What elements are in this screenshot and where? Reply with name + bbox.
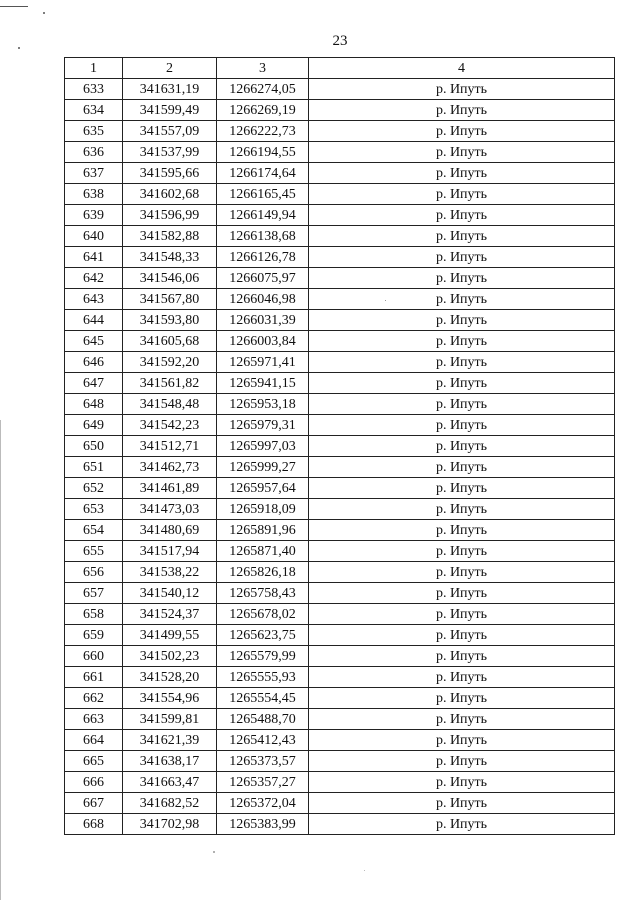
- x-coordinate-cell: 341502,23: [123, 646, 217, 667]
- y-coordinate-cell: 1265997,03: [217, 436, 309, 457]
- x-coordinate-cell: 341602,68: [123, 184, 217, 205]
- point-number-cell: 656: [65, 562, 123, 583]
- table-row: [65, 289, 615, 310]
- point-number-cell: 661: [65, 667, 123, 688]
- description-cell: р. Ипуть: [309, 331, 615, 352]
- point-number-cell: 638: [65, 184, 123, 205]
- column-header: 4: [309, 58, 615, 79]
- description-cell: р. Ипуть: [309, 604, 615, 625]
- table-header-row: [65, 58, 615, 79]
- y-coordinate-cell: 1266003,84: [217, 331, 309, 352]
- y-coordinate-cell: 1265953,18: [217, 394, 309, 415]
- description-cell: р. Ипуть: [309, 583, 615, 604]
- description-cell: р. Ипуть: [309, 184, 615, 205]
- x-coordinate-cell: 341621,39: [123, 730, 217, 751]
- x-coordinate-cell: 341512,71: [123, 436, 217, 457]
- table-row: [65, 184, 615, 205]
- description-cell: р. Ипуть: [309, 373, 615, 394]
- description-cell: р. Ипуть: [309, 730, 615, 751]
- scan-artifact-dot: [43, 12, 45, 14]
- table-row: [65, 730, 615, 751]
- point-number-cell: 633: [65, 79, 123, 100]
- y-coordinate-cell: 1265758,43: [217, 583, 309, 604]
- description-cell: р. Ипуть: [309, 205, 615, 226]
- point-number-cell: 658: [65, 604, 123, 625]
- table-row: [65, 583, 615, 604]
- description-cell: р. Ипуть: [309, 478, 615, 499]
- point-number-cell: 639: [65, 205, 123, 226]
- x-coordinate-cell: 341605,68: [123, 331, 217, 352]
- x-coordinate-cell: 341480,69: [123, 520, 217, 541]
- x-coordinate-cell: 341631,19: [123, 79, 217, 100]
- point-number-cell: 668: [65, 814, 123, 835]
- description-cell: р. Ипуть: [309, 625, 615, 646]
- x-coordinate-cell: 341557,09: [123, 121, 217, 142]
- table-row: [65, 100, 615, 121]
- x-coordinate-cell: 341561,82: [123, 373, 217, 394]
- table-row: [65, 436, 615, 457]
- table-row: [65, 79, 615, 100]
- point-number-cell: 650: [65, 436, 123, 457]
- table-row: [65, 310, 615, 331]
- y-coordinate-cell: 1265488,70: [217, 709, 309, 730]
- point-number-cell: 648: [65, 394, 123, 415]
- point-number-cell: 643: [65, 289, 123, 310]
- y-coordinate-cell: 1265579,99: [217, 646, 309, 667]
- column-header: 1: [65, 58, 123, 79]
- description-cell: р. Ипуть: [309, 142, 615, 163]
- description-cell: р. Ипуть: [309, 562, 615, 583]
- table-row: [65, 373, 615, 394]
- y-coordinate-cell: 1266031,39: [217, 310, 309, 331]
- description-cell: р. Ипуть: [309, 541, 615, 562]
- description-cell: р. Ипуть: [309, 793, 615, 814]
- y-coordinate-cell: 1266126,78: [217, 247, 309, 268]
- x-coordinate-cell: 341682,52: [123, 793, 217, 814]
- description-cell: р. Ипуть: [309, 226, 615, 247]
- x-coordinate-cell: 341548,48: [123, 394, 217, 415]
- table-row: [65, 142, 615, 163]
- x-coordinate-cell: 341592,20: [123, 352, 217, 373]
- point-number-cell: 657: [65, 583, 123, 604]
- table-row: [65, 499, 615, 520]
- table-row: [65, 415, 615, 436]
- x-coordinate-cell: 341538,22: [123, 562, 217, 583]
- table-row: [65, 205, 615, 226]
- y-coordinate-cell: 1265999,27: [217, 457, 309, 478]
- y-coordinate-cell: 1266046,98: [217, 289, 309, 310]
- y-coordinate-cell: 1265412,43: [217, 730, 309, 751]
- table-row: [65, 394, 615, 415]
- description-cell: р. Ипуть: [309, 772, 615, 793]
- description-cell: р. Ипуть: [309, 247, 615, 268]
- table-row: [65, 625, 615, 646]
- y-coordinate-cell: 1265555,93: [217, 667, 309, 688]
- scan-artifact-dot: [364, 870, 365, 871]
- y-coordinate-cell: 1266269,19: [217, 100, 309, 121]
- x-coordinate-cell: 341554,96: [123, 688, 217, 709]
- point-number-cell: 635: [65, 121, 123, 142]
- table-row: [65, 562, 615, 583]
- y-coordinate-cell: 1266222,73: [217, 121, 309, 142]
- point-number-cell: 645: [65, 331, 123, 352]
- table-row: [65, 667, 615, 688]
- x-coordinate-cell: 341567,80: [123, 289, 217, 310]
- column-header: 2: [123, 58, 217, 79]
- x-coordinate-cell: 341540,12: [123, 583, 217, 604]
- description-cell: р. Ипуть: [309, 709, 615, 730]
- table-row: [65, 604, 615, 625]
- point-number-cell: 636: [65, 142, 123, 163]
- table-body: [65, 79, 615, 835]
- y-coordinate-cell: 1265623,75: [217, 625, 309, 646]
- x-coordinate-cell: 341462,73: [123, 457, 217, 478]
- description-cell: р. Ипуть: [309, 751, 615, 772]
- y-coordinate-cell: 1265826,18: [217, 562, 309, 583]
- x-coordinate-cell: 341702,98: [123, 814, 217, 835]
- x-coordinate-cell: 341638,17: [123, 751, 217, 772]
- point-number-cell: 655: [65, 541, 123, 562]
- point-number-cell: 634: [65, 100, 123, 121]
- point-number-cell: 637: [65, 163, 123, 184]
- point-number-cell: 647: [65, 373, 123, 394]
- point-number-cell: 660: [65, 646, 123, 667]
- point-number-cell: 646: [65, 352, 123, 373]
- y-coordinate-cell: 1265383,99: [217, 814, 309, 835]
- description-cell: р. Ипуть: [309, 163, 615, 184]
- point-number-cell: 644: [65, 310, 123, 331]
- table-row: [65, 457, 615, 478]
- scan-artifact-line: [0, 6, 28, 7]
- description-cell: р. Ипуть: [309, 436, 615, 457]
- description-cell: р. Ипуть: [309, 289, 615, 310]
- y-coordinate-cell: 1265979,31: [217, 415, 309, 436]
- description-cell: р. Ипуть: [309, 121, 615, 142]
- y-coordinate-cell: 1265941,15: [217, 373, 309, 394]
- x-coordinate-cell: 341595,66: [123, 163, 217, 184]
- y-coordinate-cell: 1266138,68: [217, 226, 309, 247]
- y-coordinate-cell: 1265871,40: [217, 541, 309, 562]
- point-number-cell: 662: [65, 688, 123, 709]
- x-coordinate-cell: 341663,47: [123, 772, 217, 793]
- y-coordinate-cell: 1265357,27: [217, 772, 309, 793]
- point-number-cell: 649: [65, 415, 123, 436]
- point-number-cell: 665: [65, 751, 123, 772]
- table-row: [65, 751, 615, 772]
- y-coordinate-cell: 1265971,41: [217, 352, 309, 373]
- scan-artifact-edge: [0, 420, 1, 900]
- description-cell: р. Ипуть: [309, 646, 615, 667]
- point-number-cell: 654: [65, 520, 123, 541]
- x-coordinate-cell: 341537,99: [123, 142, 217, 163]
- point-number-cell: 663: [65, 709, 123, 730]
- y-coordinate-cell: 1265957,64: [217, 478, 309, 499]
- x-coordinate-cell: 341473,03: [123, 499, 217, 520]
- x-coordinate-cell: 341528,20: [123, 667, 217, 688]
- x-coordinate-cell: 341524,37: [123, 604, 217, 625]
- y-coordinate-cell: 1266149,94: [217, 205, 309, 226]
- description-cell: р. Ипуть: [309, 394, 615, 415]
- x-coordinate-cell: 341499,55: [123, 625, 217, 646]
- y-coordinate-cell: 1265678,02: [217, 604, 309, 625]
- table-row: [65, 814, 615, 835]
- y-coordinate-cell: 1266274,05: [217, 79, 309, 100]
- x-coordinate-cell: 341546,06: [123, 268, 217, 289]
- description-cell: р. Ипуть: [309, 310, 615, 331]
- point-number-cell: 640: [65, 226, 123, 247]
- y-coordinate-cell: 1265918,09: [217, 499, 309, 520]
- page-number: 23: [332, 33, 348, 49]
- table-row: [65, 793, 615, 814]
- table-row: [65, 688, 615, 709]
- table-row: [65, 772, 615, 793]
- table-row: [65, 121, 615, 142]
- point-number-cell: 667: [65, 793, 123, 814]
- table-row: [65, 541, 615, 562]
- point-number-cell: 666: [65, 772, 123, 793]
- description-cell: р. Ипуть: [309, 499, 615, 520]
- table-row: [65, 646, 615, 667]
- table-row: [65, 478, 615, 499]
- x-coordinate-cell: 341542,23: [123, 415, 217, 436]
- point-number-cell: 653: [65, 499, 123, 520]
- y-coordinate-cell: 1266165,45: [217, 184, 309, 205]
- table-row: [65, 247, 615, 268]
- description-cell: р. Ипуть: [309, 352, 615, 373]
- point-number-cell: 641: [65, 247, 123, 268]
- y-coordinate-cell: 1266075,97: [217, 268, 309, 289]
- y-coordinate-cell: 1265373,57: [217, 751, 309, 772]
- column-header: 3: [217, 58, 309, 79]
- description-cell: р. Ипуть: [309, 814, 615, 835]
- point-number-cell: 659: [65, 625, 123, 646]
- x-coordinate-cell: 341596,99: [123, 205, 217, 226]
- table-row: [65, 226, 615, 247]
- y-coordinate-cell: 1265372,04: [217, 793, 309, 814]
- point-number-cell: 652: [65, 478, 123, 499]
- table-row: [65, 163, 615, 184]
- x-coordinate-cell: 341461,89: [123, 478, 217, 499]
- point-number-cell: 651: [65, 457, 123, 478]
- coordinates-table: [64, 57, 615, 835]
- y-coordinate-cell: 1266194,55: [217, 142, 309, 163]
- description-cell: р. Ипуть: [309, 520, 615, 541]
- description-cell: р. Ипуть: [309, 100, 615, 121]
- x-coordinate-cell: 341599,81: [123, 709, 217, 730]
- x-coordinate-cell: 341548,33: [123, 247, 217, 268]
- x-coordinate-cell: 341599,49: [123, 100, 217, 121]
- description-cell: р. Ипуть: [309, 415, 615, 436]
- point-number-cell: 642: [65, 268, 123, 289]
- description-cell: р. Ипуть: [309, 688, 615, 709]
- table-row: [65, 352, 615, 373]
- table-row: [65, 709, 615, 730]
- table-row: [65, 268, 615, 289]
- y-coordinate-cell: 1266174,64: [217, 163, 309, 184]
- description-cell: р. Ипуть: [309, 667, 615, 688]
- description-cell: р. Ипуть: [309, 457, 615, 478]
- x-coordinate-cell: 341517,94: [123, 541, 217, 562]
- point-number-cell: 664: [65, 730, 123, 751]
- y-coordinate-cell: 1265554,45: [217, 688, 309, 709]
- x-coordinate-cell: 341593,80: [123, 310, 217, 331]
- description-cell: р. Ипуть: [309, 268, 615, 289]
- scan-artifact-dot: [213, 851, 215, 853]
- description-cell: р. Ипуть: [309, 79, 615, 100]
- table-row: [65, 520, 615, 541]
- x-coordinate-cell: 341582,88: [123, 226, 217, 247]
- y-coordinate-cell: 1265891,96: [217, 520, 309, 541]
- table-row: [65, 331, 615, 352]
